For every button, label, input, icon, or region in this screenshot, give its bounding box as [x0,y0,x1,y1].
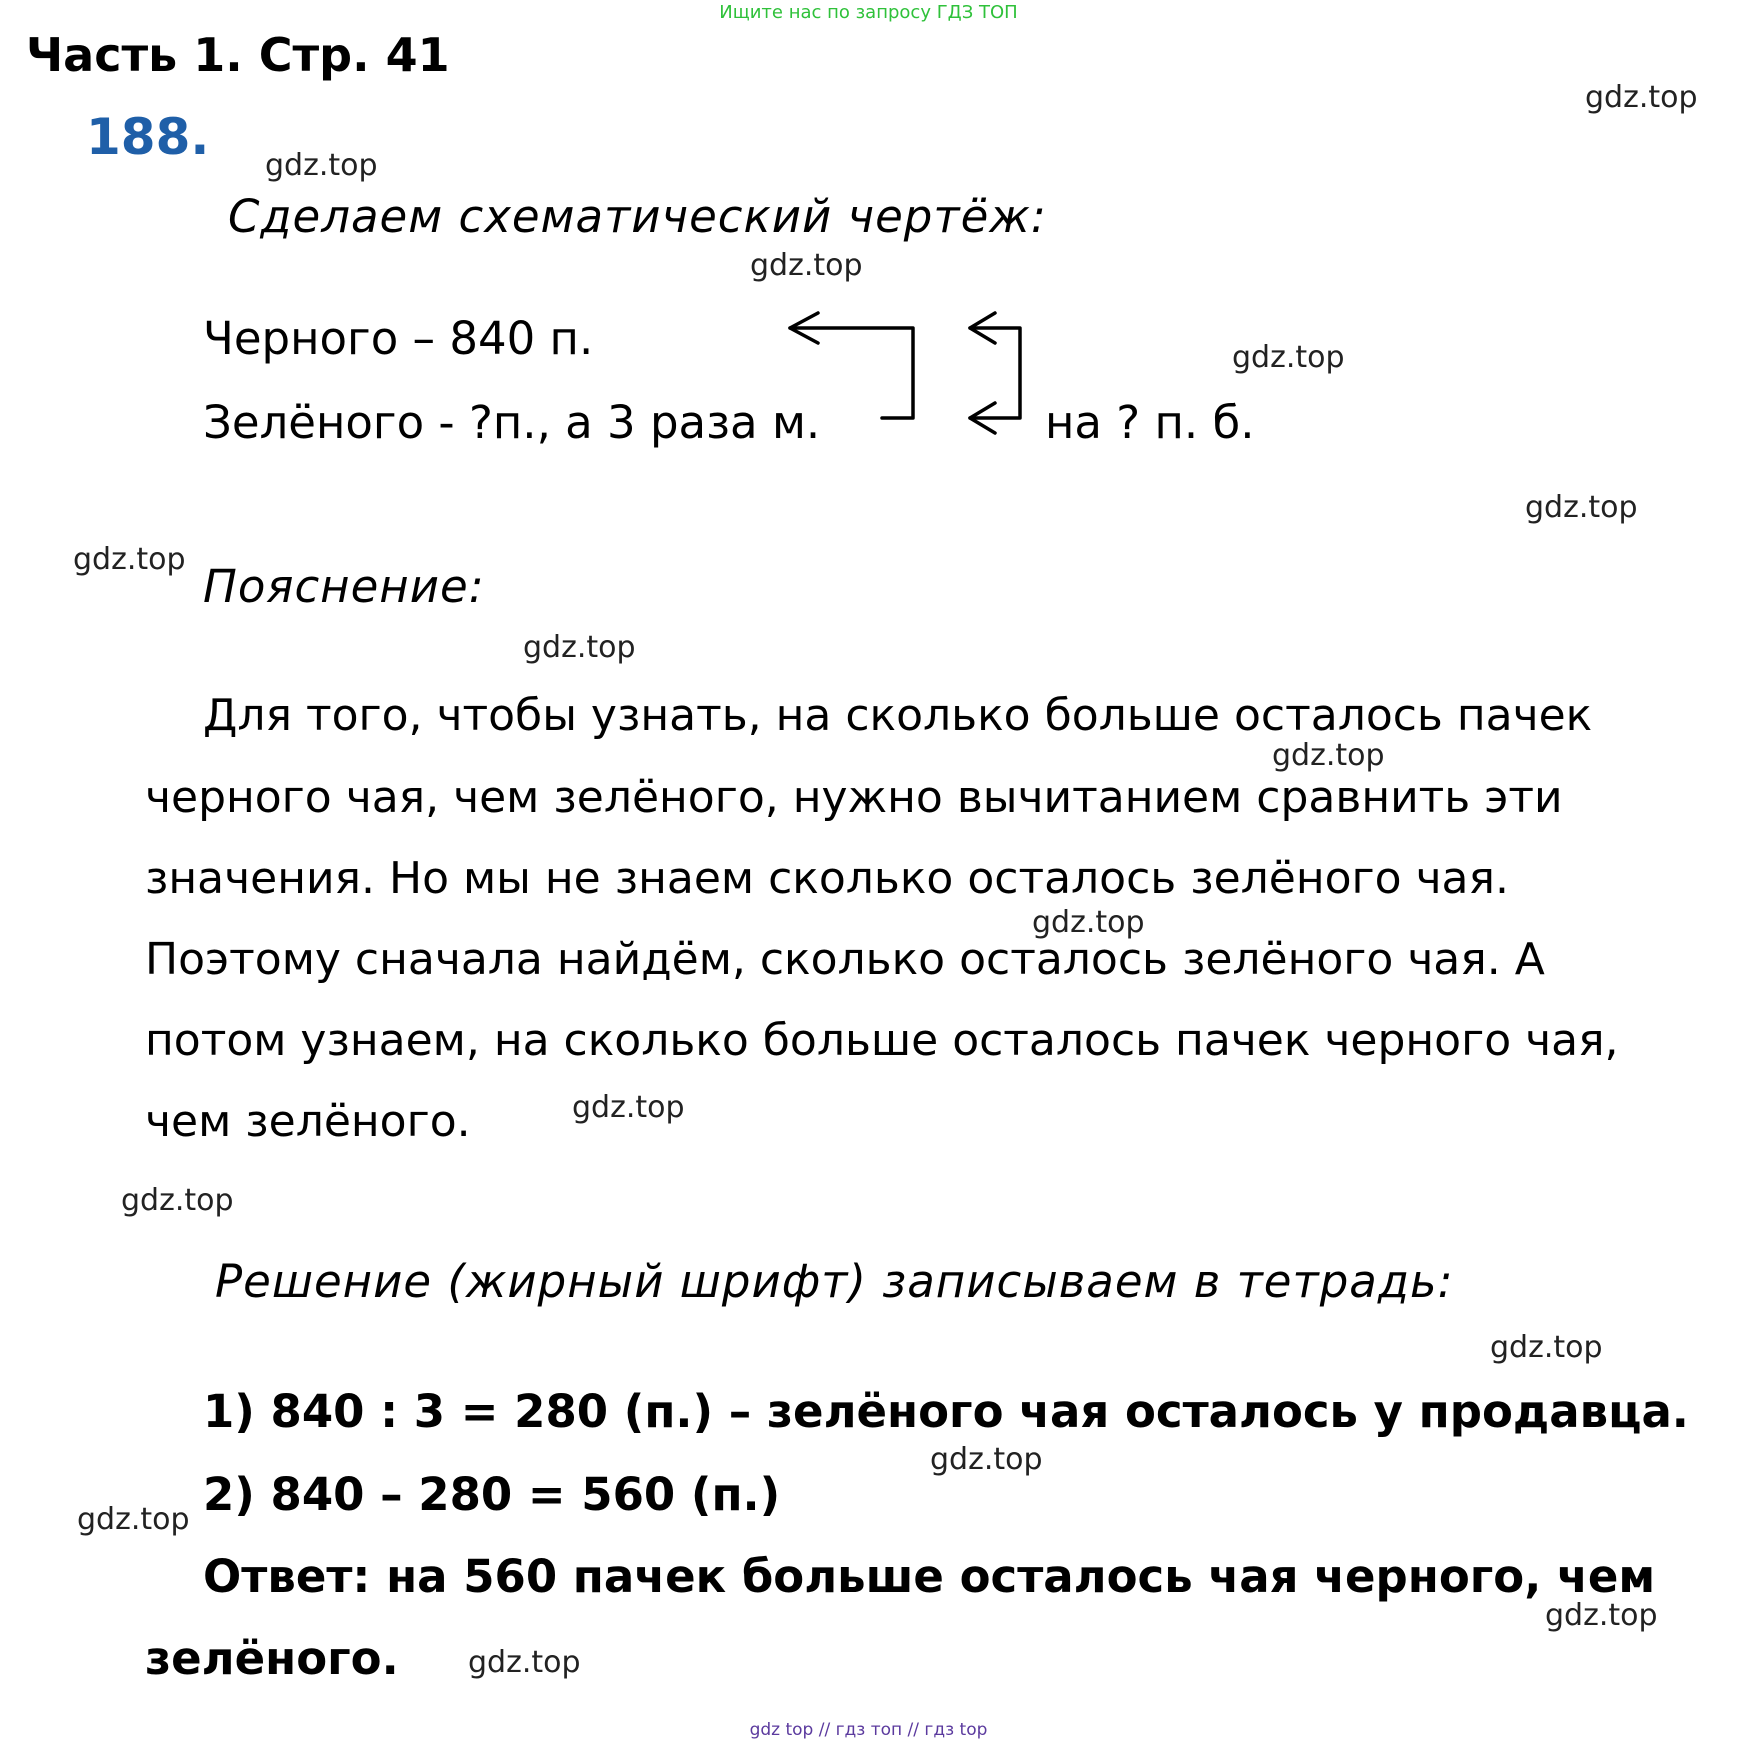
watermark: gdz.top [930,1442,1043,1477]
watermark: gdz.top [572,1090,685,1125]
watermark: gdz.top [1232,340,1345,375]
answer-line: зелёного. [145,1632,399,1685]
explanation-heading: Пояснение: [203,560,485,613]
watermark: gdz.top [468,1645,581,1680]
watermark: gdz.top [1545,1598,1658,1633]
watermark: gdz.top [1272,738,1385,773]
explanation-line: Для того, чтобы узнать, на сколько больше осталось пачек [203,690,1593,741]
watermark: gdz.top [1525,490,1638,525]
scheme-side-label: на ? п. б. [1045,396,1255,449]
watermark: gdz.top [73,542,186,577]
watermark: gdz.top [1585,80,1698,115]
footer: gdz top // гдз топ // гдз top [749,1720,988,1740]
scheme-heading: Сделаем схематический чертёж: [228,190,1047,243]
solution-heading: Решение (жирный шрифт) записываем в тетрадь: [215,1255,1454,1308]
bracket-line-left [790,328,913,418]
watermark: gdz.top [1032,905,1145,940]
explanation-line: потом узнаем, на сколько больше осталось пачек черного чая, [145,1015,1619,1066]
watermark: gdz.top [265,148,378,183]
scheme-line-black: Черного – 840 п. [203,312,594,365]
watermark: gdz.top [523,630,636,665]
watermark: gdz.top [1490,1330,1603,1365]
page-title: Часть 1. Стр. 41 [26,28,450,82]
watermark: gdz.top [77,1502,190,1537]
explanation-line: чем зелёного. [145,1096,471,1147]
solution-step-2: 2) 840 – 280 = 560 (п.) [203,1468,781,1521]
top-banner: Ищите нас по запросу ГДЗ ТОП [719,2,1018,23]
explanation-line: черного чая, чем зелёного, нужно вычитанием сравнить эти [145,772,1563,823]
answer-line: Ответ: на 560 пачек больше осталось чая черного, чем [203,1550,1656,1603]
task-number: 188. [86,108,210,166]
solution-step-1: 1) 840 : 3 = 280 (п.) – зелёного чая осталось у продавца. [203,1385,1689,1438]
scheme-line-green: Зелёного - ?п., а 3 раза м. [203,396,821,449]
watermark: gdz.top [121,1183,234,1218]
explanation-line: Поэтому сначала найдём, сколько осталось зелёного чая. А [145,934,1545,985]
explanation-line: значения. Но мы не знаем сколько осталось зелёного чая. [145,853,1509,904]
watermark: gdz.top [750,248,863,283]
